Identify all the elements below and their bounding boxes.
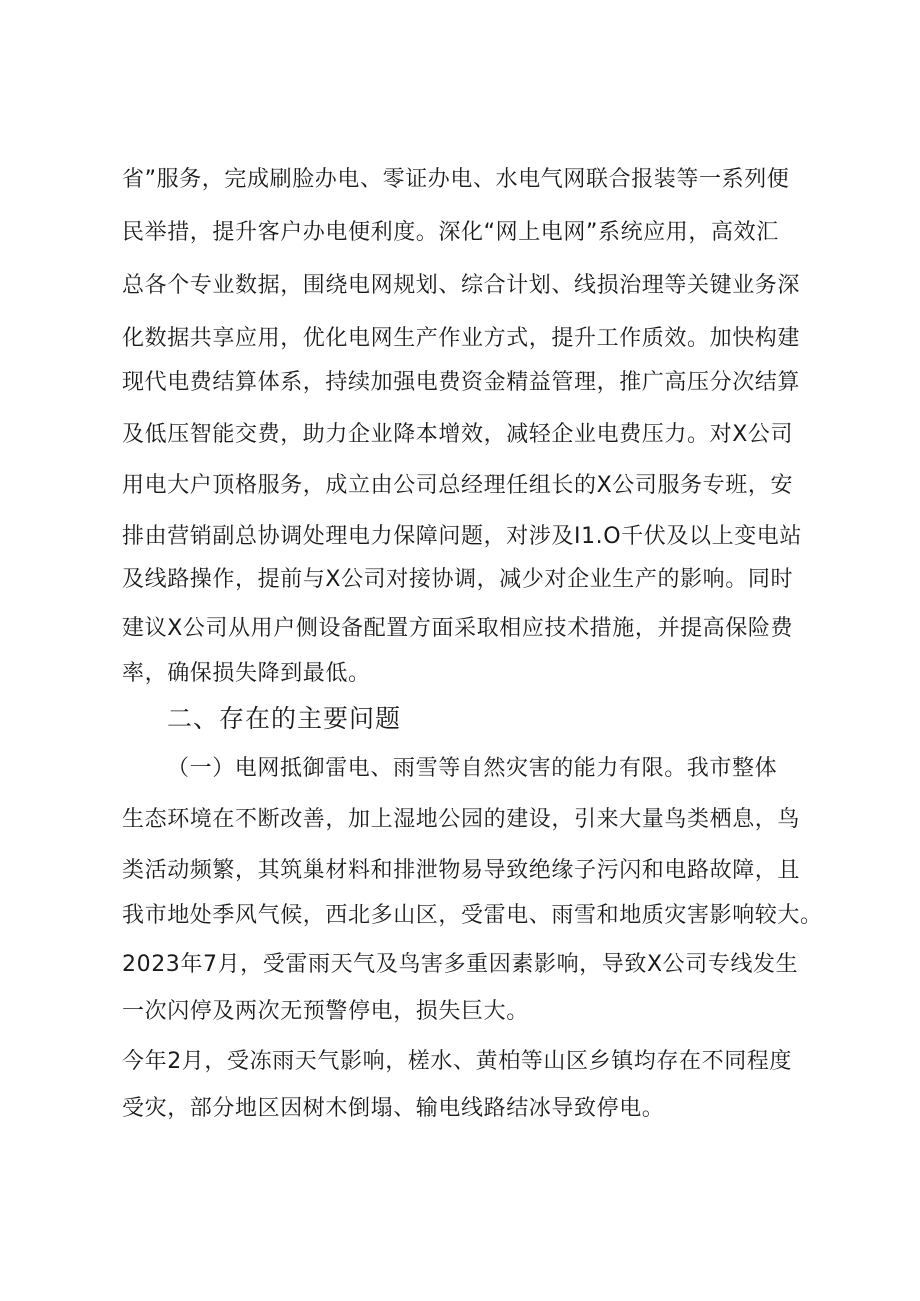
paragraph-line: 省”服务，完成刷脸办电、零证办电、水电气网联合报装等一系列便 (122, 167, 790, 192)
paragraph-line: 及低压智能交费，助力企业降本增效，减轻企业电费压力。对X公司 (122, 422, 794, 447)
paragraph-line: （一）电网抵御雷电、雨雪等自然灾害的能力有限。我市整体 (167, 756, 778, 781)
paragraph-line: 一次闪停及两次无预警停电，损失巨大。 (122, 999, 529, 1024)
paragraph-line: 2023年7月，受雷雨天气及鸟害多重因素影响，导致X公司专线发生 (122, 952, 799, 977)
paragraph-line: 建议X公司从用户侧设备配置方面采取相应技术措施，并提高保险费 (122, 616, 794, 641)
paragraph-line: 总各个专业数据，围绕电网规划、综合计划、线损治理等关键业务深 (122, 273, 801, 298)
paragraph-line: 民举措，提升客户办电便利度。深化“网上电网”系统应用，高效汇 (122, 220, 779, 245)
paragraph-line: 类活动频繁，其筑巢材料和排泄物易导致绝缘子污闪和电路故障，且 (122, 858, 801, 883)
paragraph-line: 我市地处季风气候，西北多山区，受雷电、雨雪和地质灾害影响较大。 (122, 903, 823, 928)
paragraph-line: 率，确保损失降到最低。 (122, 661, 371, 686)
paragraph-line: 及线路操作，提前与X公司对接协调，减少对企业生产的影响。同时 (122, 567, 794, 592)
section-heading: 二、存在的主要问题 (167, 704, 402, 733)
paragraph-line: 现代电费结算体系，持续加强电费资金精益管理，推广高压分次结算 (122, 370, 801, 395)
paragraph-line: 用电大户顶格服务，成立由公司总经理任组长的X公司服务专班，安 (122, 473, 794, 498)
paragraph-line: 受灾，部分地区因树木倒塌、输电线路结冰导致停电。 (122, 1096, 665, 1121)
paragraph-line: 生态环境在不断改善，加上湿地公园的建设，引来大量鸟类栖息，鸟 (122, 807, 801, 832)
paragraph-line: 化数据共享应用，优化电网生产作业方式，提升工作质效。加快构建 (122, 326, 801, 351)
paragraph-line: 今年2月，受冻雨天气影响，槎水、黄柏等山区乡镇均存在不同程度 (122, 1049, 792, 1074)
paragraph-line: 排由营销副总协调处理电力保障问题，对涉及I1.O千伏及以上变电站 (122, 524, 802, 549)
